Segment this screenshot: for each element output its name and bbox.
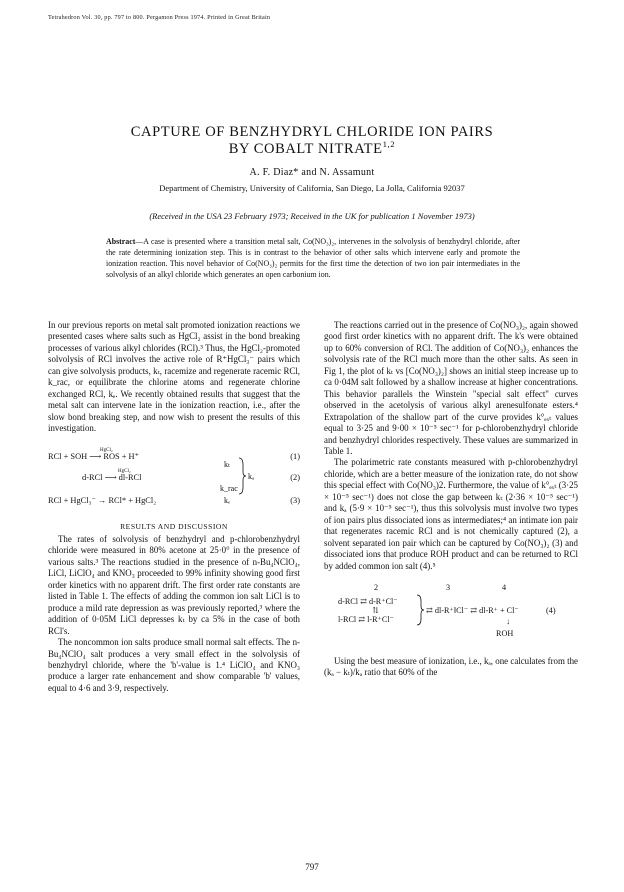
title-line-2	[0, 141, 624, 158]
scheme-label-4: 4	[502, 582, 507, 592]
right-paragraph-2: The polarimetric rate constants measured with p-chlorobenzhydryl chloride, which are a better measure of the ionization rate, do not show this special effect with Co(NO₃)2. Furthermore, the value of k°ₑₓₜ (3·25 × 10⁻⁵ sec⁻¹) does not close the gap between kₜ (2·36 × 10⁻⁵ sec⁻¹) and kₐ (5·9 × 10⁻⁵ sec⁻¹), thus this solvolysis must involve two types of ion pairs plus dissociated ions as intermediates;⁴ an intimate ion pair that regenerates racemic RCl and is not chemically captured (2), a solvent separated ion pair which can be captured by Co(NO₃)₂ (3) and dissociated ions that produce ROH product and can be returned to RCl by added common ion salt (4).⁵	[324, 457, 578, 571]
right-paragraph-3: Using the best measure of ionization, i.e., kₐ, one calculates from the (kₐ − kₜ)/kₐ ratio that 60% of the	[324, 655, 578, 678]
rate-constant-krac: k_rac	[220, 483, 238, 493]
scheme-l-enantiomer: l-RCl ⇄ l-R⁺Cl⁻	[338, 614, 394, 624]
left-column	[48, 320, 300, 694]
equation-2-catalyst: HgCl₂	[118, 468, 131, 474]
equation-block	[48, 445, 300, 513]
equation-1-catalyst: HgCl₂	[100, 447, 113, 453]
scheme-d-enantiomer: d-RCl ⇄ d-R⁺Cl⁻	[338, 596, 398, 606]
rate-constant-kt: kₜ	[224, 459, 230, 469]
equation-2-number: (2)	[290, 472, 300, 482]
scheme-label-2: 2	[374, 582, 379, 592]
abstract	[106, 236, 520, 280]
right-paragraph-1: The reactions carried out in the presence of Co(NO₃)₂, again showed good first order kinetics with no apparent drift. The k's were obtained up to 60% conversion of RCl. The addition of Co(NO₃)₂ enhances the solvolysis rate of the RCl much more than the other salts. As seen in Fig 1, the plot of kₜ vs [Co(NO₃)₂] shows an initial steep increase up to ca 0·04M salt followed by a shallow increase at higher concentrations. This behavior parallels the Winstein "special salt effect" curves observed in the acetolysis of various alkyl arenesulfonate esters.⁴ Extrapolation of the shallow part of the curve provides k°ₑₓₜ values equal to 3·25 and 9·00 × 10⁻⁵ sec⁻¹ for p-chlorobenzhydryl chloride and benzhydryl chlorides respectively. These values are summarized in Table 1.	[324, 320, 578, 456]
equation-1: RCl + SOH ⟶ ROS + H⁺	[48, 451, 140, 461]
affiliation: Department of Chemistry, University of California, San Diego, La Jolla, California 92037	[159, 183, 465, 193]
abstract-text: —A case is presented where a transition metal salt, Co(NO₃)₂, intervenes in the solvolysis of benzhydryl chloride, after the rate determining ionization step. This is in contrast to the behavior of other salts which intervene early and promote the ionization reaction. This novel behavior of Co(NO₃)₂ permits for the first time the detection of two ion pair intermediates in the solvolysis of an alkyl chloride which generates an open carbonium ion.	[106, 237, 520, 280]
rate-constant-ke: kₑ	[224, 495, 231, 505]
scheme-equation-number: (4)	[546, 605, 556, 615]
scheme-product: ROH	[496, 628, 514, 638]
title-line-1: CAPTURE OF BENZHYDRYL CHLORIDE ION PAIRS	[130, 124, 494, 140]
scheme-label-3: 3	[446, 582, 451, 592]
page-number: 797	[305, 862, 319, 872]
ion-pair-scheme	[324, 582, 578, 648]
received-dates: (Received in the USA 23 February 1973; Received in the UK for publication 1 November 1973)	[149, 211, 475, 221]
equation-2: d-RCl ⟶ dl-RCl	[82, 472, 142, 482]
scheme-interconversion: ⇅	[372, 605, 379, 615]
equation-1-number: (1)	[290, 451, 300, 461]
scheme-down-arrow: ↓	[506, 616, 511, 626]
left-paragraph-1: In our previous reports on metal salt promoted ionization reactions we presented cases where salts such as HgCl₂ assist in the bond breaking processes of various alkyl chlorides (RCl).³ Thus, the HgCl₂-promoted solvolysis of RCl involves the active role of R⁺HgCl₃⁻ pairs which can give solvolysis products, kₜ, racemize and regenerate racemic RCl, k_rac, or equilibrate the chlorine atoms and regenerate chlorine exchanged RCl, kₑ. We recently obtained results that suggest that the metal salt can intervene late in the ionization reaction, i.e., after the slow bond breaking step, and now wish to present the results of this investigation.	[48, 320, 300, 434]
equation-3-number: (3)	[290, 495, 300, 505]
rate-brace	[238, 457, 246, 495]
scheme-brace	[416, 594, 424, 626]
scheme-ion-pairs: ⇄ dl-R⁺‖Cl⁻ ⇄ dl-R⁺ + Cl⁻	[426, 605, 519, 615]
section-heading: RESULTS AND DISCUSSION	[120, 521, 228, 531]
abstract-label: Abstract	[106, 237, 136, 246]
right-column	[324, 320, 578, 679]
left-paragraph-3: The noncommon ion salts produce small normal salt effects. The n-Bu₄NClO₄ salt produces a very small effect in the solvolysis of benzhydryl chloride, where the 'b'-value is 1.⁴ LiClO₄ and KNO₃ produce a larger rate enhancement and show comparable 'b' values, equal to 4·6 and 3·9, respectively.	[48, 637, 300, 693]
title-line-2-text: BY COBALT NITRATE	[228, 141, 383, 157]
equation-3: RCl + HgCl₃⁻ → RCl* + HgCl₂	[48, 495, 157, 505]
title-footnote-marker: 1,2	[382, 139, 396, 150]
running-head: Tetrahedron Vol. 30, pp. 797 to 800. Pergamon Press 1974. Printed in Great Britain	[48, 14, 271, 21]
rate-constant-ka: kₐ	[248, 471, 255, 481]
authors: A. F. Diaz* and N. Assamunt	[249, 167, 375, 178]
left-paragraph-2: The rates of solvolysis of benzhydryl and p-chlorobenzhydryl chloride were measured in 80% acetone at 25·0° in the presence of various salts.³ The reactions studied in the presence of n-Bu₄NClO₄, LiCl, LiClO₄ and KNO₃ proceeded to 99% infinity showing good first order kinetics with no apparent drift. The first order rate constants are listed in Table 1. The effects of adding the common ion salt LiCl is to produce a mild rate depression as was previously reported,³ where the addition of 0·05M LiCl depresses kₜ by ca 5% in the case of both RCl's.	[48, 533, 300, 636]
